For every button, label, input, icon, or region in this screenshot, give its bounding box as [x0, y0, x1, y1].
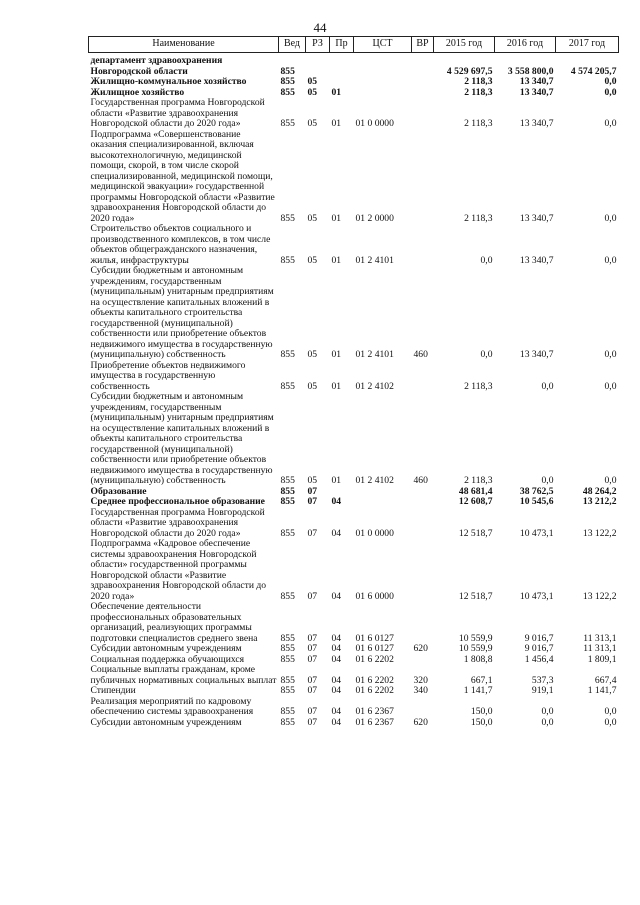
row-vr	[412, 508, 434, 540]
table-row	[89, 665, 619, 686]
row-value-2016: 13 340,7	[519, 349, 554, 360]
row-pr: 04	[331, 632, 342, 644]
row-value-2016: 13 340,7	[519, 118, 554, 129]
row-value-2015: 0,0	[480, 349, 493, 360]
row-ved: 855	[280, 485, 295, 497]
table-row	[89, 266, 619, 361]
row-value-2015: 2 118,3	[464, 118, 493, 129]
row-value-2017: 4 574 205,7	[570, 65, 617, 77]
row-ved: 855	[280, 590, 295, 602]
row-rz: 05	[307, 349, 318, 360]
row-value-2017: 0,0	[604, 706, 617, 717]
row-pr: 01	[331, 118, 342, 129]
row-name: Субсидии автономным учреждениям	[90, 643, 242, 654]
header-ved: Вед	[279, 37, 306, 53]
row-value-2016: 10 473,1	[519, 527, 554, 539]
row-value-2016: 3 558 800,0	[507, 65, 554, 77]
table-row	[89, 539, 619, 602]
row-cst: 01 0 0000	[355, 118, 394, 129]
row-pr	[330, 53, 354, 78]
row-value-2017: 11 313,1	[583, 632, 617, 644]
row-value-2015: 10 559,9	[458, 632, 493, 644]
row-rz: 05	[307, 254, 318, 266]
row-cst: 01 2 4102	[355, 475, 394, 486]
row-rz: 07	[307, 674, 318, 686]
table-header-row	[89, 37, 619, 53]
row-name: Субсидии бюджетным и автономным учреждениям, государственным (муниципальным) унитарным предприятиям на осуществление капитальных вложений в объекты капитального строительства государственной (муниципальной) собственности или приобретение объектов недвижимого имущества в государственную (муниципальную) собственность	[90, 265, 274, 360]
row-ved: 855	[280, 86, 295, 98]
row-rz: 05	[307, 118, 318, 129]
row-rz	[306, 53, 330, 78]
row-value-2016: 38 762,5	[519, 485, 554, 497]
row-vr	[412, 98, 434, 130]
table-row	[89, 686, 619, 697]
row-value-2017: 0,0	[604, 86, 617, 98]
row-value-2017: 1 809,1	[587, 653, 617, 665]
header-pr: Пр	[330, 37, 354, 53]
row-value-2016: 9 016,7	[524, 643, 554, 654]
row-rz: 05	[307, 380, 318, 392]
row-ved: 855	[280, 685, 295, 696]
row-vr	[412, 539, 434, 602]
row-value-2017: 13 212,2	[582, 496, 617, 507]
row-vr: 340	[413, 685, 428, 696]
row-cst	[354, 487, 412, 498]
row-value-2015: 48 681,4	[458, 485, 493, 497]
row-value-2015: 2 118,3	[464, 86, 493, 98]
row-ved: 855	[280, 212, 295, 224]
row-pr: 04	[331, 590, 342, 602]
row-pr: 04	[331, 685, 342, 696]
row-value-2016: 13 340,7	[519, 254, 554, 266]
header-vr: ВР	[412, 37, 434, 53]
header-name: Наименование	[89, 37, 279, 53]
row-value-2017: 0,0	[604, 349, 617, 360]
row-rz: 07	[307, 496, 318, 507]
row-ved: 855	[280, 653, 295, 665]
row-rz: 05	[307, 76, 318, 87]
row-vr: 460	[413, 349, 428, 360]
row-value-2017: 0,0	[604, 254, 617, 266]
row-value-2017: 11 313,1	[583, 643, 617, 654]
row-pr: 01	[331, 86, 342, 98]
row-ved: 855	[280, 643, 295, 654]
row-value-2017: 0,0	[604, 716, 617, 728]
page-number: 44	[313, 20, 327, 35]
row-ved: 855	[280, 674, 295, 686]
row-cst: 01 2 4101	[355, 349, 394, 360]
row-rz: 05	[307, 475, 318, 486]
row-value-2016: 13 340,7	[519, 212, 554, 224]
row-ved: 855	[280, 349, 295, 360]
table-body	[89, 53, 619, 729]
row-cst: 01 2 0000	[355, 212, 394, 224]
table-row	[89, 718, 619, 729]
row-pr: 01	[331, 475, 342, 486]
row-name: Приобретение объектов недвижимого имущества в государственную собственность	[90, 359, 246, 392]
row-ved: 855	[280, 496, 295, 507]
row-vr: 460	[413, 475, 428, 486]
table-row	[89, 497, 619, 508]
row-rz: 07	[307, 685, 318, 696]
row-pr: 01	[331, 349, 342, 360]
row-pr: 04	[331, 527, 342, 539]
row-name: Стипендии	[90, 685, 136, 696]
row-pr: 04	[331, 706, 342, 717]
row-value-2015: 4 529 697,5	[446, 65, 493, 77]
row-value-2016: 1 456,4	[524, 653, 554, 665]
table-row	[89, 697, 619, 718]
row-ved: 855	[280, 254, 295, 266]
row-vr	[412, 77, 434, 88]
row-value-2017: 1 141,7	[587, 685, 617, 696]
row-value-2017: 0,0	[604, 118, 617, 129]
row-cst	[354, 497, 412, 508]
row-value-2017: 0,0	[604, 380, 617, 392]
row-value-2015: 2 118,3	[464, 76, 493, 87]
table-row	[89, 508, 619, 540]
row-cst	[354, 53, 412, 78]
row-rz: 07	[307, 716, 318, 728]
row-pr: 04	[331, 643, 342, 654]
row-vr: 320	[413, 674, 428, 686]
row-cst: 01 6 2367	[355, 716, 394, 728]
row-value-2016: 0,0	[541, 380, 554, 392]
row-cst	[354, 77, 412, 88]
row-name: Обеспечение деятельности профессиональных образовательных организаций, реализующих программы подготовки специалистов среднего звена	[90, 601, 258, 644]
row-pr: 01	[331, 212, 342, 224]
table-row	[89, 392, 619, 487]
row-name: департамент здравоохранения Новгородской области	[90, 55, 223, 77]
row-value-2015: 12 518,7	[458, 590, 493, 602]
row-rz: 05	[307, 86, 318, 98]
row-value-2015: 2 118,3	[464, 475, 493, 486]
row-value-2016: 0,0	[541, 706, 554, 717]
row-value-2017: 48 264,2	[582, 485, 617, 497]
row-cst: 01 6 2367	[355, 706, 394, 717]
row-ved: 855	[280, 632, 295, 644]
row-name: Жилищно-коммунальное хозяйство	[90, 76, 247, 87]
row-value-2016: 919,1	[531, 685, 554, 696]
row-value-2017: 13 122,2	[582, 590, 617, 602]
row-value-2017: 0,0	[604, 212, 617, 224]
row-cst: 01 0 0000	[355, 527, 394, 539]
header-rz: РЗ	[306, 37, 330, 53]
row-rz: 07	[307, 653, 318, 665]
row-vr	[412, 602, 434, 644]
row-cst: 01 6 0127	[355, 632, 394, 644]
row-ved: 855	[280, 65, 295, 77]
row-rz: 05	[307, 212, 318, 224]
row-cst: 01 2 4102	[355, 380, 394, 392]
row-vr	[412, 361, 434, 393]
row-rz: 07	[307, 706, 318, 717]
row-vr	[412, 53, 434, 78]
row-value-2015: 150,0	[470, 716, 493, 728]
row-name: Социальные выплаты гражданам, кроме публичных нормативных социальных выплат	[90, 664, 277, 686]
row-name: Строительство объектов социального и производственного комплексов, в том числе объектов общегражданского назначения, жилья, инфраструктуры	[90, 223, 271, 266]
row-name: Субсидии автономным учреждениям	[90, 716, 242, 728]
row-value-2015: 12 608,7	[458, 496, 493, 507]
row-value-2017: 0,0	[604, 475, 617, 486]
row-pr: 04	[331, 716, 342, 728]
row-cst: 01 6 2202	[355, 674, 394, 686]
header-2016: 2016 год	[495, 37, 556, 53]
table-row	[89, 77, 619, 88]
row-cst: 01 2 4101	[355, 254, 394, 266]
row-ved: 855	[280, 118, 295, 129]
row-name: Реализация мероприятий по кадровому обеспечению системы здравоохранения	[90, 695, 254, 717]
table-row	[89, 98, 619, 130]
row-vr	[412, 88, 434, 99]
row-rz: 07	[307, 643, 318, 654]
row-value-2016: 13 340,7	[519, 76, 554, 87]
row-value-2016: 9 016,7	[524, 632, 554, 644]
row-vr	[412, 224, 434, 266]
budget-table	[88, 36, 619, 728]
row-value-2016: 537,3	[531, 674, 554, 686]
row-pr	[330, 77, 354, 88]
row-name: Государственная программа Новгородской области «Развитие здравоохранения Новгородской области до 2020 года»	[90, 97, 265, 129]
row-ved: 855	[280, 527, 295, 539]
row-ved: 855	[280, 380, 295, 392]
row-vr	[412, 697, 434, 718]
row-pr: 04	[331, 653, 342, 665]
row-vr	[412, 487, 434, 498]
row-value-2015: 2 118,3	[464, 212, 493, 224]
row-vr	[412, 497, 434, 508]
row-name: Подпрограмма «Кадровое обеспечение системы здравоохранения Новгородской области» государственной программы Новгородской области «Развитие здравоохранения Новгородской области до 2020 года»	[90, 538, 267, 602]
row-value-2015: 150,0	[470, 706, 493, 717]
row-rz: 07	[307, 485, 318, 497]
row-value-2015: 1 141,7	[463, 685, 493, 696]
row-name: Государственная программа Новгородской области «Развитие здравоохранения Новгородской области до 2020 года»	[90, 506, 265, 539]
row-name: Образование	[90, 485, 147, 497]
row-name: Среднее профессиональное образование	[90, 496, 265, 507]
row-rz: 07	[307, 527, 318, 539]
row-value-2017: 13 122,2	[582, 527, 617, 539]
row-value-2017: 0,0	[604, 76, 617, 87]
row-value-2015: 667,1	[470, 674, 493, 686]
row-ved: 855	[280, 76, 295, 87]
row-pr: 01	[331, 254, 342, 266]
header-2017: 2017 год	[556, 37, 619, 53]
row-cst: 01 6 2202	[355, 653, 394, 665]
row-name: Социальная поддержка обучающихся	[90, 653, 245, 665]
row-value-2015: 1 808,8	[463, 653, 493, 665]
row-cst: 01 6 0127	[355, 643, 394, 654]
table-row	[89, 361, 619, 393]
row-value-2016: 0,0	[541, 475, 554, 486]
header-cst: ЦСТ	[354, 37, 412, 53]
row-name: Субсидии бюджетным и автономным учреждениям, государственным (муниципальным) унитарным предприятиям на осуществление капитальных вложений в объекты капитального строительства государственной (муниципальной) собственности или приобретение объектов недвижимого имущества в государственную (муниципальную) собственность	[90, 391, 274, 486]
row-value-2015: 0,0	[480, 254, 493, 266]
row-name: Жилищное хозяйство	[90, 86, 185, 98]
row-cst: 01 6 2202	[355, 685, 394, 696]
row-pr: 01	[331, 380, 342, 392]
row-name: Подпрограмма «Совершенствование оказания специализированной, включая высокотехнологичную, медицинской помощи, скорой, в том числе скорой специализированной, медицинской помощи, медицинской эвакуации» государственной программы Новгородской области «Развитие здравоохранения Новгородской области до 2020 года»	[90, 128, 275, 224]
row-cst	[354, 88, 412, 99]
row-cst: 01 6 0000	[355, 590, 394, 602]
row-vr	[412, 130, 434, 225]
row-vr: 620	[413, 716, 428, 728]
table-row	[89, 130, 619, 225]
row-vr	[412, 655, 434, 666]
row-value-2016: 0,0	[541, 716, 554, 728]
row-value-2017: 667,4	[594, 674, 617, 686]
row-rz: 07	[307, 590, 318, 602]
row-value-2016: 10 473,1	[519, 590, 554, 602]
table-row	[89, 53, 619, 78]
row-pr: 04	[331, 496, 342, 507]
table-row	[89, 224, 619, 266]
row-ved: 855	[280, 475, 295, 486]
header-2015: 2015 год	[434, 37, 495, 53]
table-row	[89, 644, 619, 655]
row-rz: 07	[307, 632, 318, 644]
row-vr: 620	[413, 643, 428, 654]
row-value-2015: 10 559,9	[458, 643, 493, 654]
row-value-2016: 10 545,6	[519, 496, 554, 507]
row-ved: 855	[280, 706, 295, 717]
row-value-2015: 12 518,7	[458, 527, 493, 539]
row-value-2016: 13 340,7	[519, 86, 554, 98]
table-row	[89, 602, 619, 644]
row-pr: 04	[331, 674, 342, 686]
row-ved: 855	[280, 716, 295, 728]
row-value-2015: 2 118,3	[464, 380, 493, 392]
